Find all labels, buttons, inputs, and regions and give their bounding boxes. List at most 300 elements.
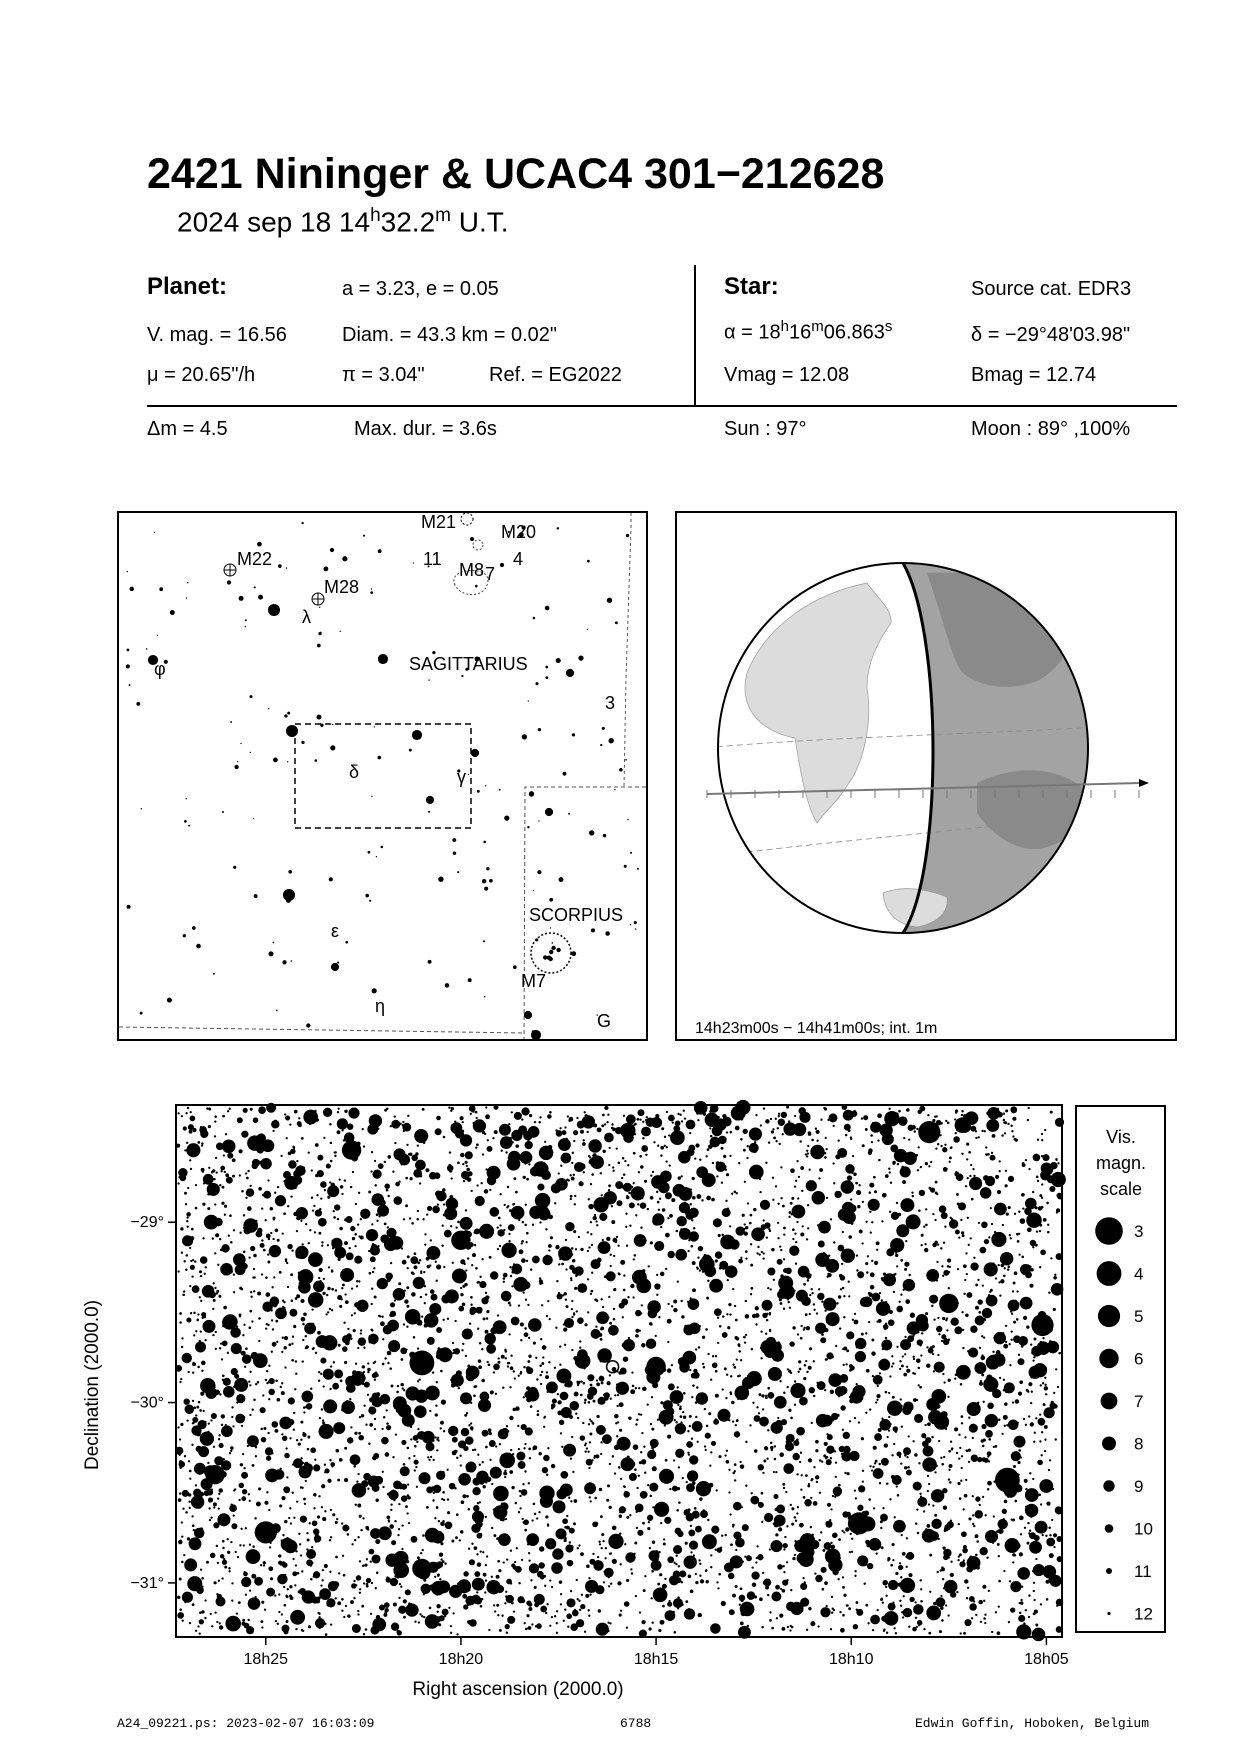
- field-star: [894, 1516, 896, 1518]
- field-star: [900, 1605, 902, 1607]
- field-star: [184, 1149, 186, 1151]
- field-star: [912, 1195, 914, 1197]
- field-star: [532, 1224, 534, 1226]
- finder-star: [213, 973, 215, 975]
- field-star: [973, 1257, 975, 1259]
- field-star: [1000, 1260, 1002, 1262]
- field-star: [840, 1628, 845, 1633]
- field-star: [924, 1248, 928, 1252]
- field-star: [242, 1619, 245, 1622]
- field-star: [1019, 1612, 1021, 1614]
- field-star: [689, 1415, 692, 1418]
- field-star: [821, 1588, 824, 1591]
- field-star: [212, 1308, 214, 1310]
- field-star: [886, 1482, 888, 1484]
- field-star: [354, 1539, 356, 1541]
- field-star: [651, 1428, 654, 1431]
- field-star: [749, 1222, 752, 1225]
- field-star: [717, 1342, 719, 1344]
- field-star: [355, 1584, 357, 1586]
- field-star: [998, 1605, 1000, 1607]
- field-star: [893, 1520, 906, 1533]
- field-star: [617, 1245, 619, 1247]
- field-star: [1042, 1534, 1044, 1536]
- field-star: [1044, 1377, 1046, 1379]
- field-star: [1012, 1401, 1014, 1403]
- field-star: [689, 1541, 698, 1550]
- field-star: [835, 1386, 845, 1396]
- field-star: [794, 1115, 796, 1117]
- field-star: [524, 1327, 527, 1330]
- field-star: [745, 1485, 747, 1487]
- field-star: [865, 1262, 868, 1265]
- field-star: [591, 1173, 594, 1176]
- field-star: [289, 1585, 292, 1588]
- field-star: [889, 1375, 891, 1377]
- field-star: [436, 1449, 438, 1451]
- field-star: [546, 1371, 548, 1373]
- field-star: [527, 1543, 529, 1545]
- field-star: [366, 1558, 368, 1560]
- field-star: [307, 1436, 310, 1439]
- field-star: [439, 1615, 445, 1621]
- field-star: [487, 1139, 489, 1141]
- field-star: [456, 1205, 458, 1207]
- field-star: [1003, 1113, 1005, 1115]
- field-star: [267, 1261, 270, 1264]
- field-star: [469, 1105, 476, 1112]
- field-star: [357, 1613, 359, 1615]
- field-star: [298, 1123, 302, 1127]
- field-star: [355, 1363, 357, 1365]
- field-star: [214, 1115, 217, 1118]
- field-star: [818, 1241, 825, 1248]
- field-star: [899, 1360, 901, 1362]
- field-star: [803, 1283, 806, 1286]
- field-star: [798, 1360, 801, 1363]
- field-star: [450, 1225, 452, 1227]
- field-star: [961, 1467, 963, 1469]
- finder-star: [340, 631, 341, 632]
- field-star: [523, 1176, 526, 1179]
- field-star: [736, 1358, 738, 1360]
- finder-star: [607, 598, 612, 603]
- field-star: [380, 1235, 389, 1244]
- field-star: [279, 1504, 282, 1507]
- field-star: [806, 1326, 810, 1330]
- finder-star: [634, 921, 637, 924]
- field-star: [260, 1407, 266, 1413]
- field-star: [207, 1462, 209, 1464]
- field-star: [390, 1262, 392, 1264]
- field-star: [968, 1151, 971, 1154]
- field-star: [949, 1266, 951, 1268]
- field-star: [1040, 1503, 1042, 1505]
- finder-star: [550, 927, 551, 928]
- field-star: [728, 1573, 735, 1580]
- field-star: [890, 1564, 893, 1567]
- field-star: [621, 1457, 635, 1471]
- field-star: [826, 1148, 828, 1150]
- field-star: [329, 1181, 331, 1183]
- field-star: [541, 1371, 543, 1373]
- finder-star: [376, 856, 377, 857]
- field-star: [396, 1391, 399, 1394]
- field-star: [200, 1300, 202, 1302]
- field-star: [444, 1562, 446, 1564]
- field-star: [419, 1259, 421, 1261]
- field-star: [356, 1575, 362, 1581]
- field-star: [908, 1573, 912, 1577]
- field-star: [954, 1377, 956, 1379]
- field-star: [649, 1483, 658, 1492]
- field-star: [972, 1495, 974, 1497]
- field-star: [1010, 1237, 1012, 1239]
- field-star: [758, 1393, 761, 1396]
- field-star: [243, 1324, 245, 1326]
- field-star: [523, 1366, 526, 1369]
- field-star: [598, 1257, 600, 1259]
- field-star: [242, 1416, 245, 1419]
- field-star: [211, 1489, 213, 1491]
- field-star: [1048, 1540, 1052, 1544]
- field-star: [760, 1357, 762, 1359]
- field-star: [739, 1461, 741, 1463]
- field-star: [826, 1433, 828, 1435]
- field-star: [985, 1176, 995, 1186]
- field-star: [561, 1263, 564, 1266]
- field-star: [544, 1585, 546, 1587]
- field-star: [747, 1591, 756, 1600]
- field-star: [440, 1522, 445, 1527]
- field-star: [402, 1570, 404, 1572]
- field-star: [365, 1424, 367, 1426]
- field-star: [477, 1328, 479, 1330]
- field-star: [509, 1416, 513, 1420]
- field-star: [487, 1176, 496, 1185]
- field-star: [782, 1483, 785, 1486]
- field-star: [698, 1346, 700, 1348]
- field-star: [503, 1281, 505, 1283]
- field-star: [258, 1187, 262, 1191]
- field-star: [1054, 1438, 1056, 1440]
- field-star: [431, 1294, 438, 1301]
- field-star: [849, 1451, 859, 1461]
- field-star: [447, 1498, 449, 1500]
- field-star: [401, 1440, 406, 1445]
- field-star: [1053, 1533, 1057, 1537]
- field-star: [760, 1330, 762, 1332]
- field-star: [797, 1333, 799, 1335]
- finder-star: [284, 714, 287, 717]
- field-star: [794, 1554, 796, 1556]
- field-star: [930, 1161, 932, 1163]
- field-star: [794, 1516, 797, 1519]
- field-star: [420, 1270, 422, 1272]
- field-star: [634, 1468, 637, 1471]
- field-star: [588, 1198, 590, 1200]
- field-star: [491, 1483, 493, 1485]
- field-star: [453, 1213, 455, 1215]
- field-star: [701, 1199, 703, 1201]
- field-star: [588, 1139, 601, 1152]
- field-star: [436, 1438, 438, 1440]
- field-star: [513, 1370, 515, 1372]
- field-star: [516, 1547, 518, 1549]
- finder-star: [483, 841, 486, 844]
- field-star: [702, 1271, 704, 1273]
- field-star: [455, 1536, 458, 1539]
- field-star: [664, 1145, 666, 1147]
- field-star: [473, 1478, 481, 1486]
- field-star: [378, 1215, 380, 1217]
- field-star: [356, 1280, 358, 1282]
- field-star: [307, 1326, 311, 1330]
- field-star: [862, 1144, 865, 1147]
- label-7: 7: [485, 564, 496, 584]
- field-star: [963, 1293, 965, 1295]
- field-star: [749, 1128, 762, 1141]
- field-star: [393, 1400, 403, 1410]
- finder-star: [438, 877, 443, 882]
- field-star: [195, 1342, 206, 1353]
- field-star: [321, 1408, 323, 1410]
- finder-star: [602, 727, 605, 730]
- field-star: [942, 1147, 947, 1152]
- field-star: [528, 1318, 542, 1332]
- field-star: [527, 1626, 531, 1630]
- finder-star: [130, 587, 134, 591]
- field-star: [927, 1524, 930, 1527]
- field-star: [856, 1383, 858, 1385]
- field-star: [796, 1439, 799, 1442]
- field-star: [797, 1506, 799, 1508]
- field-star: [970, 1262, 978, 1270]
- field-star: [402, 1387, 404, 1389]
- field-star: [995, 1244, 997, 1246]
- field-star: [914, 1453, 917, 1456]
- field-star: [877, 1609, 879, 1611]
- field-star: [292, 1558, 294, 1560]
- field-star: [551, 1616, 553, 1618]
- field-star: [942, 1578, 944, 1580]
- field-star: [739, 1375, 741, 1377]
- field-star: [198, 1591, 200, 1593]
- field-star: [856, 1269, 858, 1271]
- field-star: [389, 1524, 394, 1529]
- field-star: [344, 1218, 347, 1221]
- field-star: [187, 1107, 189, 1109]
- field-star: [218, 1507, 220, 1509]
- field-star: [452, 1352, 454, 1354]
- field-star: [602, 1434, 612, 1444]
- field-star: [440, 1421, 444, 1425]
- field-star: [277, 1301, 279, 1303]
- field-star: [692, 1384, 695, 1387]
- field-star: [1017, 1358, 1024, 1365]
- field-star: [975, 1534, 979, 1538]
- field-star: [654, 1502, 669, 1517]
- field-star: [842, 1586, 845, 1589]
- field-star: [333, 1244, 335, 1246]
- finder-named-star: [470, 537, 474, 541]
- field-star: [523, 1281, 531, 1289]
- field-star: [239, 1315, 241, 1317]
- field-star: [1034, 1432, 1036, 1434]
- field-star: [825, 1259, 839, 1273]
- field-star: [700, 1579, 704, 1583]
- field-star: [556, 1632, 558, 1634]
- field-star: [267, 1179, 269, 1181]
- field-star: [882, 1364, 885, 1367]
- field-star: [324, 1510, 326, 1512]
- field-star: [761, 1251, 763, 1253]
- field-star: [189, 1478, 191, 1480]
- field-star: [229, 1214, 232, 1217]
- field-star: [462, 1328, 473, 1339]
- field-star: [740, 1359, 742, 1361]
- field-star: [548, 1244, 552, 1248]
- field-star: [601, 1547, 603, 1549]
- field-star: [442, 1520, 444, 1522]
- field-star: [832, 1608, 834, 1610]
- field-star: [1035, 1521, 1048, 1534]
- field-star: [435, 1190, 442, 1197]
- field-star: [254, 1517, 256, 1519]
- field-star: [195, 1484, 197, 1486]
- finder-star: [468, 774, 469, 775]
- field-star: [280, 1155, 282, 1157]
- field-star: [1003, 1518, 1005, 1520]
- field-star: [867, 1563, 873, 1569]
- field-star: [566, 1515, 568, 1517]
- field-star: [498, 1533, 511, 1546]
- field-star: [209, 1519, 211, 1521]
- field-star: [1032, 1478, 1034, 1480]
- field-star: [775, 1140, 777, 1142]
- field-star: [398, 1282, 401, 1285]
- field-star: [796, 1160, 798, 1162]
- field-star: [249, 1544, 251, 1546]
- field-star: [675, 1449, 684, 1458]
- field-star: [560, 1603, 562, 1605]
- field-star: [677, 1386, 679, 1388]
- field-star: [535, 1357, 537, 1359]
- field-star: [939, 1630, 942, 1633]
- field-star: [715, 1418, 718, 1421]
- field-star: [371, 1582, 373, 1584]
- field-star: [738, 1162, 740, 1164]
- field-star: [579, 1347, 581, 1349]
- field-star: [908, 1626, 910, 1628]
- field-star: [363, 1473, 371, 1481]
- field-star: [796, 1512, 798, 1514]
- field-star: [382, 1486, 384, 1488]
- field-star: [616, 1200, 622, 1206]
- field-star: [987, 1153, 990, 1156]
- field-star: [739, 1595, 746, 1602]
- field-star: [881, 1299, 883, 1301]
- field-star: [903, 1373, 907, 1377]
- field-star: [639, 1119, 641, 1121]
- field-star: [213, 1522, 219, 1528]
- field-star: [1046, 1486, 1048, 1488]
- field-star: [651, 1560, 662, 1571]
- field-star: [242, 1453, 244, 1455]
- field-star: [444, 1230, 452, 1238]
- field-star: [685, 1600, 688, 1603]
- field-star: [1056, 1536, 1062, 1542]
- field-star: [865, 1221, 867, 1223]
- field-star: [241, 1288, 244, 1291]
- field-star: [597, 1429, 599, 1431]
- field-star: [762, 1408, 764, 1410]
- field-star: [800, 1325, 802, 1327]
- field-star: [971, 1617, 973, 1619]
- field-star: [268, 1398, 270, 1400]
- field-star: [407, 1494, 410, 1497]
- field-star: [576, 1381, 578, 1383]
- field-star: [422, 1534, 425, 1537]
- field-star: [883, 1324, 889, 1330]
- field-star: [813, 1360, 815, 1362]
- field-star: [765, 1162, 767, 1164]
- field-star: [597, 1127, 602, 1132]
- field-star: [199, 1632, 201, 1634]
- field-star: [281, 1391, 285, 1395]
- field-star: [895, 1632, 897, 1634]
- field-star: [537, 1413, 540, 1416]
- field-star: [696, 1194, 701, 1199]
- field-star: [211, 1329, 213, 1331]
- field-star: [1021, 1193, 1025, 1197]
- field-star: [800, 1232, 804, 1236]
- field-star: [378, 1315, 380, 1317]
- field-star: [666, 1111, 668, 1113]
- field-star: [881, 1277, 883, 1279]
- field-star: [965, 1185, 967, 1187]
- planet-diameter: Diam. = 43.3 km = 0.02": [342, 324, 557, 346]
- field-star: [626, 1579, 629, 1582]
- field-star: [382, 1338, 384, 1340]
- field-star: [261, 1437, 267, 1443]
- field-star: [181, 1535, 183, 1537]
- field-star: [570, 1458, 572, 1460]
- field-star: [968, 1417, 970, 1419]
- field-star: [337, 1479, 340, 1482]
- field-star: [920, 1600, 923, 1603]
- field-star: [848, 1281, 850, 1283]
- field-star: [798, 1176, 800, 1178]
- field-star: [279, 1417, 292, 1430]
- field-star: [528, 1482, 530, 1484]
- field-star: [1040, 1170, 1050, 1180]
- field-star: [778, 1119, 785, 1126]
- field-star: [215, 1233, 219, 1237]
- field-star: [324, 1189, 326, 1191]
- field-star: [456, 1633, 458, 1635]
- finder-star: [268, 708, 269, 709]
- field-star: [358, 1192, 360, 1194]
- field-star: [231, 1343, 242, 1354]
- field-star: [491, 1576, 493, 1578]
- field-star: [1049, 1553, 1054, 1558]
- field-star: [810, 1497, 812, 1499]
- field-star: [450, 1625, 452, 1627]
- field-star: [335, 1254, 337, 1256]
- field-star: [1022, 1163, 1026, 1167]
- field-star: [539, 1221, 541, 1223]
